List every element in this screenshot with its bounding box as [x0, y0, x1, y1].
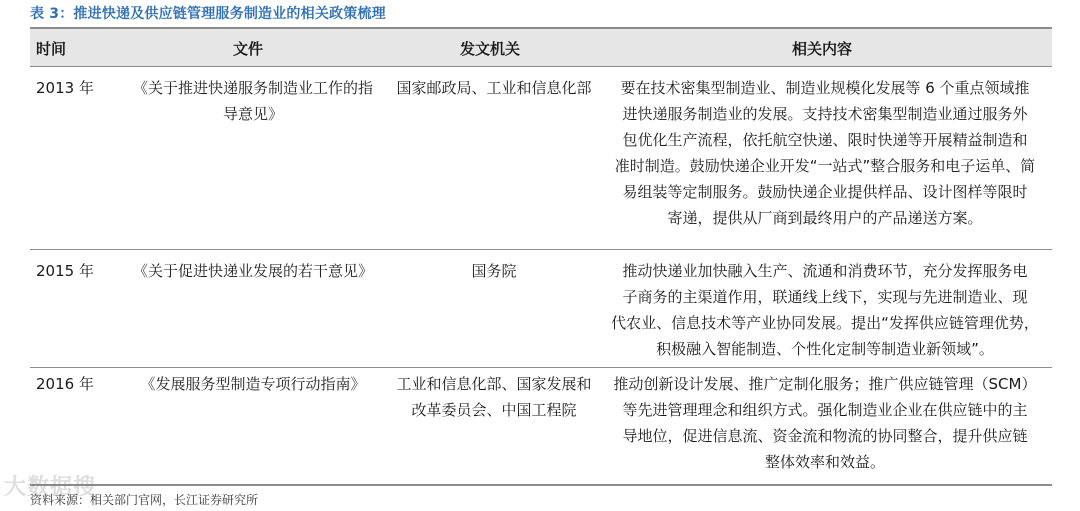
table-caption: 表 3：推进快递及供应链管理服务制造业的相关政策梳理 [30, 6, 386, 22]
row2-file: 《关于促进快递业发展的若干意见》 [132, 262, 373, 280]
row1-content-line: 要在技术密集型制造业、制造业规模化发展等 6 个重点领域推 [620, 79, 1030, 97]
header-org: 发文机关 [460, 40, 521, 58]
header-content: 相关内容 [792, 40, 853, 58]
row3-content-line: 等先进管理理念和组织方式。强化制造业企业在供应链中的主 [622, 401, 1028, 419]
row1-content-line: 包优化生产流程，依托航空快递、限时快递等开展精益制造和 [622, 131, 1028, 149]
row1-content [605, 75, 1045, 231]
row3-org-line: 工业和信息化部、国家发展和 [396, 375, 592, 393]
row3-time: 2016 年 [36, 375, 94, 393]
row2-org: 国务院 [471, 262, 517, 280]
row1-content-line: 进快递服务制造业的发展。支持技术密集型制造业通过服务外 [622, 105, 1028, 123]
row3-content [605, 371, 1045, 475]
row2-content-line: 积极融入智能制造、个性化定制等制造业新领域”。 [656, 340, 994, 358]
row-separator [30, 249, 1052, 250]
watermark: 大数据搜 [4, 475, 97, 500]
row2-time: 2015 年 [36, 262, 94, 280]
row1-file-line: 导意见》 [222, 105, 283, 123]
row3-file: 《发展服务型制造专项行动指南》 [140, 375, 366, 393]
row2-content [605, 258, 1045, 362]
source-note: 资料来源：相关部门官网，长江证券研究所 [30, 493, 259, 507]
row1-time: 2013 年 [36, 79, 94, 97]
row1-org: 国家邮政局、工业和信息化部 [396, 79, 592, 97]
header-rule [30, 66, 1052, 67]
row1-content-line: 准时制造。鼓励快递企业开发“一站式”整合服务和电子运单、简 [614, 157, 1036, 175]
header-file: 文件 [233, 40, 264, 58]
row2-content-line: 推动快递业加快融入生产、流通和消费环节，充分发挥服务电 [622, 262, 1028, 280]
row1-content-line: 易组装等定制服务。鼓励快递企业提供样品、设计图样等限时 [622, 183, 1028, 201]
row3-content-line: 推动创新设计发展、推广定制化服务；推广供应链管理（SCM） [613, 375, 1037, 393]
row3-content-line: 导地位，促进信息流、资金流和物流的协同整合，提升供应链 [622, 427, 1028, 445]
row3-content-line: 整体效率和效益。 [764, 453, 885, 471]
row3-org-line: 改革委员会、中国工程院 [411, 401, 577, 419]
table-bottom-rule [30, 484, 1052, 486]
row1-content-line: 寄递，提供从厂商到最终用户的产品递送方案。 [667, 209, 983, 227]
row-separator [30, 367, 1052, 368]
row2-content-line: 代农业、信息技术等产业协同发展。提出“发挥供应链管理优势， [611, 314, 1039, 332]
table-header [30, 29, 1052, 66]
row3-org [386, 371, 602, 423]
row2-content-line: 子商务的主渠道作用，联通线上线下，实现与先进制造业、现 [622, 288, 1028, 306]
header-time: 时间 [36, 40, 67, 58]
row1-file [122, 75, 384, 127]
row1-file-line: 《关于推进快递服务制造业工作的指 [132, 79, 373, 97]
